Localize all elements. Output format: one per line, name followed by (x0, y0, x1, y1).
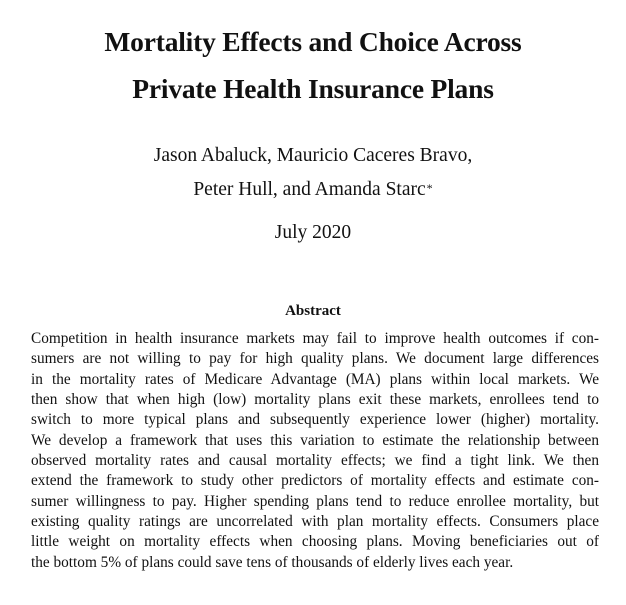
abstract-line: We develop a framework that uses this variation to estimate the relationship between (31, 431, 599, 449)
abstract-line: Competition in health insurance markets may fail to improve health outcomes if con- (31, 330, 599, 347)
abstract-heading: Abstract (285, 303, 341, 319)
abstract-line: extend the framework to study other predictors of mortality effects and estimate con- (31, 472, 599, 490)
paper-title-line-2: Private Health Insurance Plans (132, 73, 494, 104)
abstract-line: the bottom 5% of plans could save tens of thousands of elderly lives each year. (31, 553, 514, 571)
paper-date: July 2020 (274, 222, 352, 243)
abstract-line: observed mortality rates and causal mortality effects; we find a tight link. We then (31, 452, 599, 470)
abstract-line: switch to more typical plans and subsequently experience lower (higher) mortality. (31, 411, 599, 429)
abstract-line: little weight on mortality effects when choosing plans. Moving beneficiaries out of (31, 533, 599, 551)
abstract-line: then show that when high (low) mortality plans exit these markets, enrollees tend to (31, 391, 599, 409)
abstract-line: existing quality ratings are uncorrelated with plan mortality effects. Consumers place (31, 513, 599, 531)
authors-line-2-text: Peter Hull, and Amanda Starc (193, 179, 426, 200)
authors-line-1: Jason Abaluck, Mauricio Caceres Bravo, (153, 145, 473, 166)
authors-line-2 (0, 177, 626, 203)
abstract-line: in the mortality rates of Medicare Advantage (MA) plans within local markets. We (31, 370, 599, 388)
abstract-body (31, 329, 599, 573)
abstract-line: sumers are not willing to pay for high quality plans. We document large differences (31, 350, 599, 368)
paper-title-line-1: Mortality Effects and Choice Across (104, 26, 522, 57)
abstract-line: sumer willingness to pay. Higher spending plans tend to reduce enrollee mortality, but (31, 492, 599, 510)
author-footnote-mark[interactable]: * (426, 181, 433, 195)
